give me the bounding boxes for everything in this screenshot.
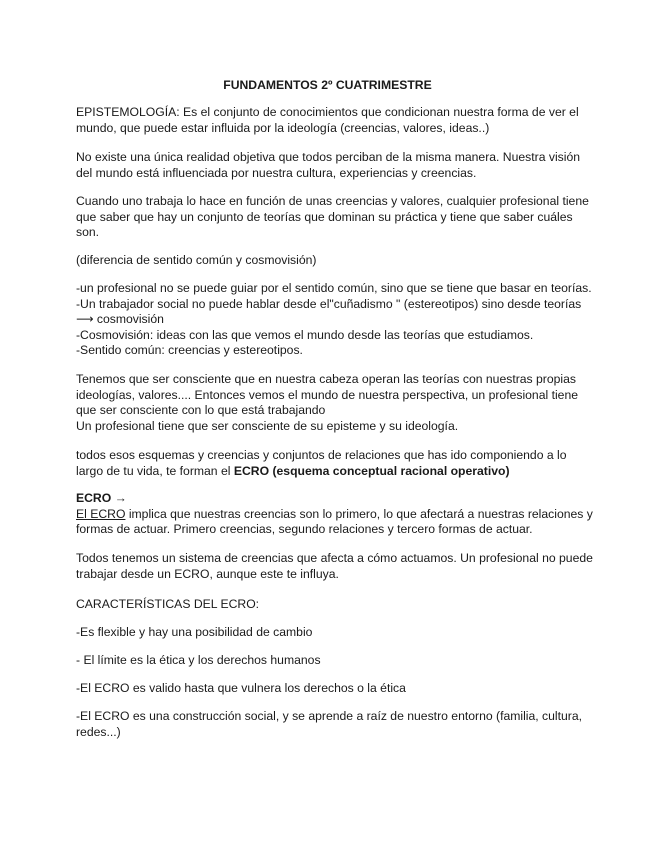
paragraph-realidad [76, 150, 581, 181]
text-line: formas de actuar. Primero creencias, segundo relaciones y tercero formas de actuar. [76, 522, 533, 537]
ecro-definition-bold: ECRO (esquema conceptual racional operativo) [233, 463, 510, 478]
text-line: del mundo está influenciada por nuestra cultura, experiencias y creencias. [76, 165, 477, 180]
text-line: -Es flexible y hay una posibilidad de cambio [76, 625, 313, 639]
text-line: CARACTERÍSTICAS DEL ECRO: [76, 597, 260, 611]
text-line: -Un trabajador social no puede hablar desde el"cuñadismo " (estereotipos) sino desde teorías [76, 296, 582, 311]
paragraph-ecro [76, 491, 593, 538]
document-title: FUNDAMENTOS 2º CUATRIMESTRE [223, 78, 432, 92]
paragraph-esquemas [76, 448, 581, 479]
text-segment: implica que nuestras creencias son lo primero, lo que afectará a nuestras relaciones y [125, 506, 593, 521]
paragraph-sentido-comun [76, 281, 592, 359]
text-line: -Sentido común: creencias y estereotipos. [76, 343, 303, 358]
text-line [76, 464, 581, 480]
paragraph-consciente [76, 372, 581, 434]
text-line: son. [76, 225, 100, 240]
text-line: que ser consciente con lo que está trabajando [76, 403, 326, 418]
text-line: (diferencia de sentido común y cosmovisión) [76, 253, 317, 267]
list-item-flexible [76, 625, 581, 641]
text-line: Cuando uno trabaja lo hace en función de unas creencias y valores, cualquier profesional tiene [76, 194, 589, 208]
text-line: -El ECRO es una construcción social, y se aprende a raíz de nuestro entorno (familia, cultura, [76, 709, 583, 723]
text-line: Un profesional tiene que ser consciente de su episteme y su ideología. [76, 418, 459, 433]
list-item-valido [76, 681, 581, 697]
text-line: trabajar desde un ECRO, aunque este te influya. [76, 566, 339, 581]
text-line: No existe una única realidad objetiva que todos perciban de la misma manera. Nuestra visión [76, 150, 581, 164]
ecro-heading: ECRO → [76, 491, 127, 505]
text-line: que saber que hay un conjunto de teorías que dominan su práctica y tiene que saber cuáles [76, 209, 573, 224]
ecro-underlined: El ECRO [76, 506, 126, 521]
text-line: EPISTEMOLOGÍA: Es el conjunto de conocimientos que condicionan nuestra forma de ver el [76, 105, 579, 119]
text-line: redes...) [76, 724, 121, 739]
text-line: Todos tenemos un sistema de creencias que afecta a cómo actuamos. Un profesional no puede [76, 551, 593, 565]
text-line: ideologías, valores.... Entonces vemos el mundo de nuestra perspectiva, un profesional tiene [76, 387, 579, 402]
paragraph-creencias [76, 194, 589, 241]
list-item-construccion [76, 709, 581, 740]
list-item-limite [76, 653, 581, 669]
paragraph-sistema-creencias [76, 551, 593, 582]
text-line: - El límite es la ética y los derechos humanos [76, 653, 321, 667]
paragraph-diferencia [76, 253, 581, 269]
text-line: -Cosmovisión: ideas con las que vemos el mundo desde las teorías que estudiamos. [76, 327, 534, 342]
text-line: todos esos esquemas y creencias y conjuntos de relaciones que has ido componiendo a lo [76, 448, 567, 462]
text-line: Tenemos que ser consciente que en nuestra cabeza operan las teorías con nuestras propias [76, 372, 576, 386]
text-line: ⟶ cosmovisión [76, 312, 164, 327]
text-line: -El ECRO es valido hasta que vulnera los derechos o la ética [76, 681, 406, 695]
heading-caracteristicas [76, 597, 581, 613]
text-line: -un profesional no se puede guiar por el sentido común, sino que se tiene que basar en teorías. [76, 281, 592, 295]
paragraph-epistemologia [76, 105, 581, 136]
text-segment: largo de tu vida, te forman el [76, 463, 234, 478]
text-line [76, 506, 593, 523]
text-line: mundo, que puede estar influida por la ideología (creencias, valores, ideas..) [76, 120, 490, 135]
